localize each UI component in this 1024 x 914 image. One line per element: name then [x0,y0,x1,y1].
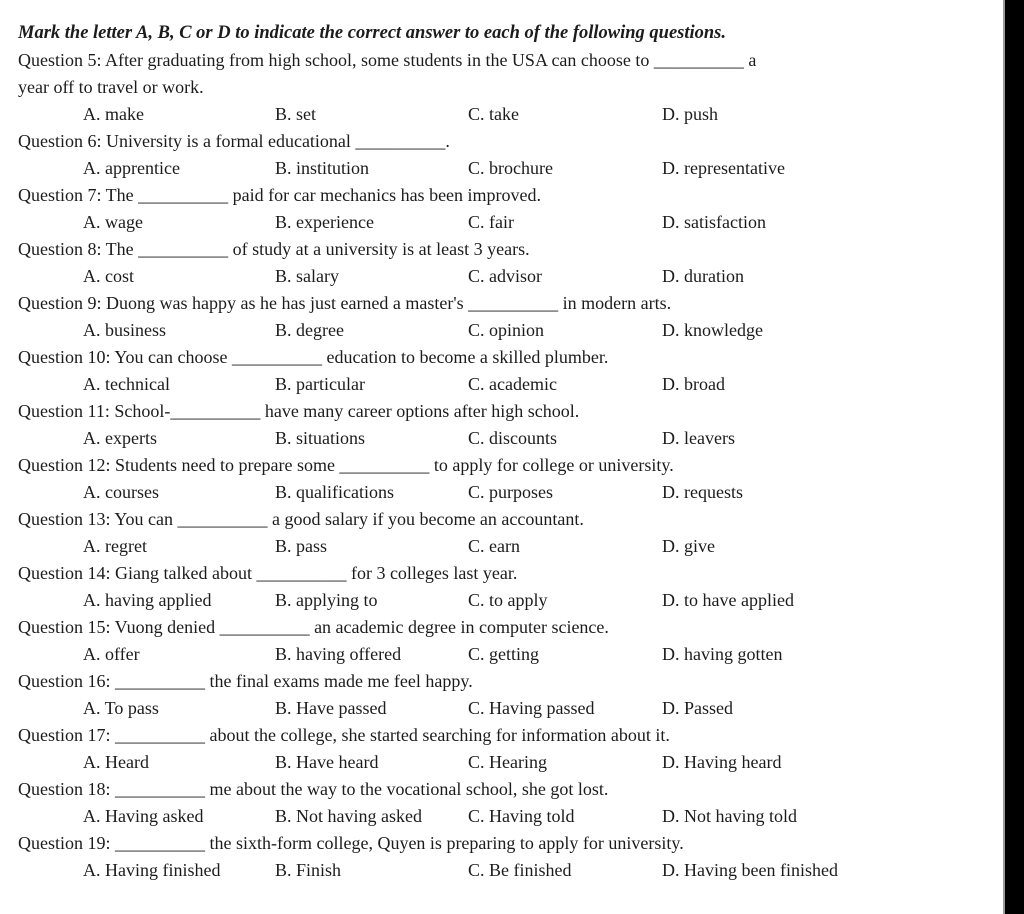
option-d: D. duration [662,266,744,286]
test-content [18,20,960,884]
option-c: C. discounts [468,428,558,448]
option-c: C. academic [468,374,557,394]
question-text: Question 16: __________ the final exams made me feel happy. [18,671,473,691]
question-block [18,776,960,830]
scan-edge-strip [1003,0,1024,914]
option-a: A. experts [83,428,157,448]
option-d: D. Passed [662,698,733,718]
option-b: B. Not having asked [275,806,422,826]
option-a: A. courses [83,482,159,502]
option-c: C. Having passed [468,698,595,718]
option-b: B. qualifications [275,482,394,502]
question-text: Question 11: School-__________ have many career options after high school. [18,401,580,421]
option-c: C. Hearing [468,752,547,772]
option-b: B. situations [275,428,366,448]
option-a: A. Heard [83,752,149,772]
question-text: Question 12: Students need to prepare some __________ to apply for college or university. [18,455,674,475]
option-c: C. purposes [468,482,553,502]
option-d: D. give [662,536,715,556]
option-a: A. offer [83,644,140,664]
option-d: D. having gotten [662,644,783,664]
question-text: Question 10: You can choose __________ education to become a skilled plumber. [18,347,609,367]
options-row [83,425,960,452]
option-d: D. satisfaction [662,212,766,232]
question-list [18,47,960,884]
option-c: C. take [468,104,519,124]
option-b: B. particular [275,374,365,394]
option-a: A. regret [83,536,147,556]
question-text: Question 9: Duong was happy as he has just earned a master's __________ in modern arts. [18,293,672,313]
option-b: B. having offered [275,644,402,664]
option-d: D. to have applied [662,590,794,610]
option-a: A. To pass [83,698,159,718]
question-block [18,506,960,560]
option-b: B. set [275,104,317,124]
options-row [83,749,960,776]
option-b: B. degree [275,320,344,340]
question-block [18,668,960,722]
option-c: C. earn [468,536,520,556]
option-c: C. Having told [468,806,575,826]
question-text: Question 15: Vuong denied __________ an academic degree in computer science. [18,617,609,637]
option-d: D. knowledge [662,320,763,340]
option-a: A. wage [83,212,143,232]
question-text: Question 18: __________ me about the way to the vocational school, she got lost. [18,779,609,799]
question-text: Question 17: __________ about the college, she started searching for information about it. [18,725,670,745]
options-row [83,209,960,236]
question-block [18,452,960,506]
question-block [18,128,960,182]
question-block [18,182,960,236]
options-row [83,371,960,398]
option-b: B. applying to [275,590,378,610]
option-b: B. institution [275,158,370,178]
options-row [83,479,960,506]
options-row [83,533,960,560]
question-text: Question 19: __________ the sixth-form college, Quyen is preparing to apply for university. [18,833,684,853]
option-b: B. Finish [275,860,342,880]
option-b: B. Have passed [275,698,387,718]
question-block [18,830,960,884]
question-text: Question 14: Giang talked about __________ for 3 colleges last year. [18,563,518,583]
option-b: B. experience [275,212,374,232]
option-c: C. getting [468,644,539,664]
option-d: D. push [662,104,719,124]
option-a: A. having applied [83,590,212,610]
options-row [83,263,960,290]
question-text-continued: year off to travel or work. [18,77,204,97]
instruction-heading: Mark the letter A, B, C or D to indicate the correct answer to each of the following questions. [18,23,726,43]
option-d: D. Having been finished [662,860,838,880]
question-block [18,344,960,398]
option-d: D. Not having told [662,806,797,826]
option-c: C. fair [468,212,514,232]
option-d: D. broad [662,374,725,394]
question-block [18,614,960,668]
option-c: C. brochure [468,158,553,178]
options-row [83,695,960,722]
options-row [83,155,960,182]
question-block [18,722,960,776]
options-row [83,857,960,884]
option-c: C. to apply [468,590,548,610]
option-a: A. Having finished [83,860,221,880]
option-a: A. Having asked [83,806,204,826]
option-b: B. Have heard [275,752,379,772]
question-text: Question 5: After graduating from high school, some students in the USA can choose to __________ a [18,50,757,70]
question-block [18,560,960,614]
option-d: D. requests [662,482,743,502]
question-block [18,47,960,128]
option-a: A. cost [83,266,134,286]
question-block [18,290,960,344]
option-c: C. opinion [468,320,545,340]
options-row [83,587,960,614]
question-block [18,236,960,290]
question-text: Question 8: The __________ of study at a university is at least 3 years. [18,239,530,259]
option-a: A. apprentice [83,158,180,178]
option-d: D. representative [662,158,785,178]
options-row [83,317,960,344]
option-d: D. Having heard [662,752,782,772]
options-row [83,803,960,830]
option-c: C. Be finished [468,860,572,880]
options-row [83,101,960,128]
option-a: A. make [83,104,144,124]
option-a: A. business [83,320,167,340]
question-block [18,398,960,452]
question-text: Question 13: You can __________ a good salary if you become an accountant. [18,509,584,529]
option-a: A. technical [83,374,170,394]
option-d: D. leavers [662,428,735,448]
option-b: B. pass [275,536,328,556]
option-c: C. advisor [468,266,542,286]
question-text: Question 6: University is a formal educational __________. [18,131,450,151]
question-text: Question 7: The __________ paid for car mechanics has been improved. [18,185,542,205]
options-row [83,641,960,668]
option-b: B. salary [275,266,339,286]
